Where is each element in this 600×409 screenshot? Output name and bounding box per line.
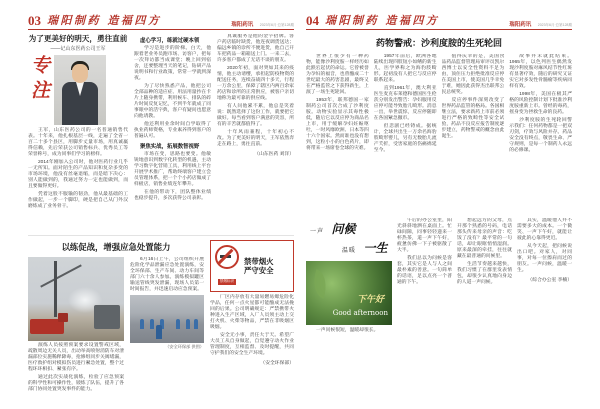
essay-column-2 [397, 218, 452, 388]
article-subhead: 聚焦实战，拓展数智视野 [140, 144, 200, 150]
essay-attribution: （综合办公室 李楠） [527, 278, 572, 283]
body-paragraph: 世界上很少有一种药物，能像沙利度胺一样经历如此跌宕起伏的命运。它曾被誉为孕妇的福音，也曾酿成二十世纪最大的药害悲剧，最终又在严格监管之下获得新生，上演了一场生死轮回。 [306, 54, 369, 95]
essay-title-script: 问候 [331, 222, 356, 236]
safety-title-line1: 禁带烟火 [244, 256, 274, 266]
body-paragraph: 十年风雨兼程，十年初心不改。为了更美好的明天，王军依然奔走在路上，勇往直前。 [217, 130, 294, 147]
article-headline: 为了更美好的明天，勇往直前 [28, 34, 128, 43]
feature-article [28, 34, 294, 230]
crane-mast [54, 261, 57, 317]
article-column-3 [442, 54, 505, 212]
body-paragraph: 真诚服务是他的金字招牌。客户药店临时缺货，他连夜调货送达；偏远乡镇的诊所不便进货，他自己开车把药品一箱箱送上门。一来二去，许多客户都成了无话不谈的朋友。 [217, 34, 294, 63]
body-paragraph: 厂区内存放有大量易燃易爆危险化学品，任何一点火星都可能酿成无法挽回的后果。公司明确规定：严禁携带火种进入生产区域，入厂人员须主动上交打火机、火柴等物品，严禁在非吸烟区吸烟。 [210, 295, 294, 330]
article-column-2 [134, 34, 211, 230]
article-column-2 [374, 54, 437, 212]
no-smoking-block [214, 245, 240, 287]
body-paragraph: 1998年，美国在极其严格的风险控制计划下批准沙利度胺重新上市。曾经的毒药，摇身变为拯救生命的良药。 [509, 92, 572, 115]
body-paragraph: 王军，山东医药公司的一名普通销售代表。十年来，他扎根基层一线，走遍了全省一百二十多个县区，用脚步丈量市场，用真诚赢得信赖，先后荣获公司销售标兵、优秀员工等荣誉称号，成为同事们学习的榜样。 [28, 128, 128, 157]
person-figure [156, 325, 162, 339]
body-paragraph: 其实，温暖他人并不需要多大的成本。一个微笑、一声下午好，就能让彼此的心靠得更近。 [517, 218, 572, 241]
drill-column-1 [28, 257, 124, 395]
essay-title-line1 [310, 220, 390, 238]
photo-row [28, 55, 128, 125]
photo-text-english: Good afternoon [332, 309, 388, 317]
logo-subtext: 2023年6月·总第128期 [537, 23, 572, 27]
body-paragraph: 2020年初，面对突如其来的疫情，他主动请缨，承担起防疫物资的配送任务，连续奋战四十多天，行程一万余公里，保障了辖区内两百余家药店和诊所的正常供应，被客户亲切地称为最可靠的供应线。 [217, 66, 294, 101]
body-paragraph: 直到1961年，澳大利亚医生麦克布莱德和德国医生伦茨分别发出警告：孕妇服用反应停可能导致胎儿畸形。消息一出，举世震惊，反应停随即在各国紧急撤市。 [373, 86, 437, 121]
logo-subtext: 2023年6月·总第128期 [259, 23, 294, 27]
page-header [306, 10, 572, 30]
article-attribution: （山东医药 刘洋） [254, 152, 294, 157]
body-paragraph: 安全无小事，责任大于天。希望广大员工从自身做起，自觉遵守动火作业管理制度，互相监督、及时提醒，共同守护我们的安全生产环境。 [210, 333, 294, 356]
no-smoking-icon [215, 245, 239, 269]
essay-title-small: 一声 [310, 229, 325, 235]
safety-title [244, 257, 274, 276]
essay-column-4 [517, 218, 572, 388]
body-paragraph: 他还利用业余时间自学取得了执业药师资格，专业素养得到客户的普遍认可。 [134, 122, 211, 139]
leaf-shape [308, 269, 331, 299]
body-paragraph: 我们总以为问候是客套，其实它是人与人之间最朴素的善意。一句简单的话语，足以点亮一个普通的下午。 [397, 256, 452, 285]
photo-caption: （安全环保部 供图） [165, 344, 204, 349]
body-paragraph: 学习是进步的阶梯。白天，他跟着老业务员跑市场、访客户，把每一次拜访都当成课堂；晚上回到宿舍，还要整理当天的笔记，钻研产品说明书和行业政策，常常一学就到深夜。 [134, 46, 211, 81]
pharmacovigilance-article [306, 54, 572, 212]
right-page [306, 10, 572, 402]
drill-article [28, 240, 204, 400]
storage-tank [94, 305, 120, 329]
essay-column-3 [457, 218, 512, 388]
body-paragraph: 在他的带动下，团队整体业绩也稳步提升，多次获得公司表彰。 [134, 190, 211, 201]
article-column-1 [306, 54, 369, 212]
essay-title-script: 一生 [363, 241, 388, 255]
article-subhead: 虚心学习，练就过硬本领 [140, 38, 200, 44]
article-headline: 药物警戒：沙利度胺的生死轮回 [375, 38, 502, 48]
essay-feature-column [306, 218, 392, 388]
body-paragraph: 1957年前后，欧洲各地陆续出现四肢短小如鳍的新生儿，医学界称之为海豹肢畸形。起初没有人把它与反应停联系起来。 [373, 54, 437, 83]
essay-title-line2 [342, 239, 390, 257]
body-paragraph: 反应停事件深刻改变了世界药品监管的格局。各国相继立法，要求新药上市前必须进行严格的致畸性等安全试验，药品不良反应报告制度逐步建立，药物警戒的概念由此诞生。 [441, 98, 505, 139]
drill-column-2 [130, 257, 204, 395]
person-figure [186, 319, 190, 329]
body-paragraph: 2014年刚加入公司时，他对医药行业几乎一无所知。面对陌生的产品知识和复杂多变的市场环境，他没有丝毫退缩，而是暗下决心：别人能做到的，我通过努力一定也能做到，而且要做得更好。 [28, 160, 128, 189]
body-paragraph: 值得庆幸的是，美国食品药品监督管理局审评员凯尔西博士以安全性资料不足为由，顶住压力拒绝批准反应停在美国上市，使美国几乎幸免于难，她因此获得杰出联邦公民总统奖。 [441, 54, 505, 95]
body-paragraph: 通过此次实战化演练，检验了应急预案的科学性和可操作性，锻炼了队伍，提升了各部门协同处置突发事件的能力。 [28, 375, 124, 392]
newspaper-logo [231, 20, 294, 27]
article-column-4 [509, 54, 572, 212]
body-paragraph: 沙利度胺的生死轮回警示我们：任何药物都是一把双刃剑，疗效与风险并存。药品安全没有终点，敬畏生命、严守规则，是每一个制药人永远的必修课。 [509, 118, 572, 153]
drill-columns [28, 257, 204, 395]
masthead-title: 瑞阳制药 造福四方 [325, 14, 440, 27]
body-paragraph: 演练人员按照预案要求设置警戒区域，疏散周边无关人员，出动举高喷射消防车对泄漏部位实施稀释降毒，抢修组同步关阀堵漏，医疗救护组对模拟伤员进行紧急处置，整个过程环环相扣、紧张有序。 [28, 343, 124, 372]
drill-headline: 以练促战，增强应急处置能力 [61, 242, 171, 252]
page-number: 03 [28, 13, 41, 28]
body-paragraph: 6月16日上午，公司组织开展危险化学品泄漏应急处置演练，安全环保部、生产车间、动力车间等部门六十余人参加。演练模拟罐区输送管线突发泄漏，现场人员第一时间报告，并迅速启动应急预案。 [130, 257, 204, 292]
portrait-photo [54, 55, 106, 125]
body-paragraph: 生活节奏越来越快，我们习惯了在群里发表情包，却很少认真地向身边的人道一声问候。 [457, 262, 512, 285]
calligraphy-text: 专注 [28, 55, 50, 105]
body-paragraph: 有人问他累不累，他总是笑着说：既然选择了这份工作，就要把它做好。每当看到客户满意的笑容，所有的辛苦就都值得了。 [217, 104, 294, 127]
masthead-title: 瑞阳制药 造福四方 [47, 14, 162, 27]
crane-boom [40, 264, 82, 287]
body-paragraph: 故事并未就此结束。1965年，以色列医生偶然发现沙利度胺对麻风结节性红斑有显著疗效，随后的研究又证实它对多发性骨髓瘤等疾病同样有效。 [509, 54, 572, 89]
body-paragraph: 凭着这股不服输的韧劲，他从最基础的工作做起，一步一个脚印，硬是把自己从门外汉磨炼成了业务骨干。 [28, 192, 128, 209]
afternoon-greeting-photo [306, 261, 392, 325]
logo-text: 瑞阳药讯 [509, 22, 532, 28]
logo-text: 瑞阳药讯 [231, 22, 254, 28]
body-paragraph: 午后的办公室里，阳光斜斜地洒在桌面上。忙碌间隙，同事轻轻递来一杯热茶，道一声下午好，疲惫仿佛一下子被驱散了大半。 [397, 218, 452, 253]
essay-title-small: 温暖 [342, 248, 357, 254]
safety-attribution: （安全环保部） [260, 361, 294, 366]
truck-cab [58, 313, 68, 322]
person-figure [194, 319, 198, 329]
article-column-3 [217, 34, 294, 230]
bottom-section [28, 235, 294, 400]
newspaper-logo [509, 20, 572, 27]
body-paragraph: 一声问候很短，温暖却很长。 [316, 328, 379, 333]
fire-drill-photo [28, 257, 124, 341]
body-paragraph: 但悲剧已经铸成。据统计，全球共出生一万余名海豹肢畸形婴儿，另有无数胎儿流产夭折，受害家庭的伤痛绵延至今。 [373, 124, 437, 153]
body-paragraph: 为了尽快熟悉产品，他把公司全部品种的适应症、用法用量抄在卡片上随身携带，利用候车、排队的碎片时间反复记忆，不到半年就成了同事眼中的活字典，客户有疑问也愿意向他请教。 [134, 84, 211, 119]
essay-title [306, 220, 392, 257]
body-paragraph: 市场在变，思路也要变。他敏锐地意识到数字化转型的机遇，主动学习数字化营销工具，利用线上平台开展学术推广，帮助终端客户建立会员管理体系，把一个个小药店做成了样板店，销售业绩连年攀升。 [134, 152, 211, 187]
safety-column [210, 240, 294, 400]
photo-text-chinese: 下午好 [356, 295, 384, 305]
essay-section [306, 218, 572, 388]
body-paragraph: 从今天起，把问候说出口吧。对家人，对同事，对每一位擦肩而过的朋友。一声问候，温暖一生。 [517, 244, 572, 273]
no-smoking-badge: 禁烟标识 [219, 279, 235, 283]
body-paragraph: 想起远方的父母，点开那个熟悉的号码，电话那头传来母亲的声音：吃饭了没有？最平常的一句话，却让眼眶悄悄湿润。原来最深的牵挂，往往就藏在最普通的问候里。 [457, 218, 512, 259]
portrait-face [72, 64, 88, 83]
drill-group-photo [130, 295, 204, 343]
page-number: 04 [306, 13, 319, 28]
page-header [28, 10, 294, 30]
safety-title-line2: 严守安全 [244, 266, 274, 275]
person-figure [176, 319, 180, 329]
safety-warning-box [210, 240, 294, 292]
person-figure [150, 319, 154, 329]
body-paragraph: 1953年，联邦德国一家制药公司首次合成了沙利度胺。动物实验显示其毒性极低，随后它以反应停为商品名上市，用于缓解孕妇妊娠呕吐，一时风靡欧洲、日本等四十六个国家。然而谁也没有想到，这粒小小的白色药片，即将带来一场席卷全球的灾难。 [306, 98, 369, 151]
left-page [28, 10, 294, 402]
article-subtitle: ——记山东医药公司王军 [50, 46, 106, 52]
person-figure [140, 319, 144, 329]
article-column-1 [28, 34, 128, 230]
